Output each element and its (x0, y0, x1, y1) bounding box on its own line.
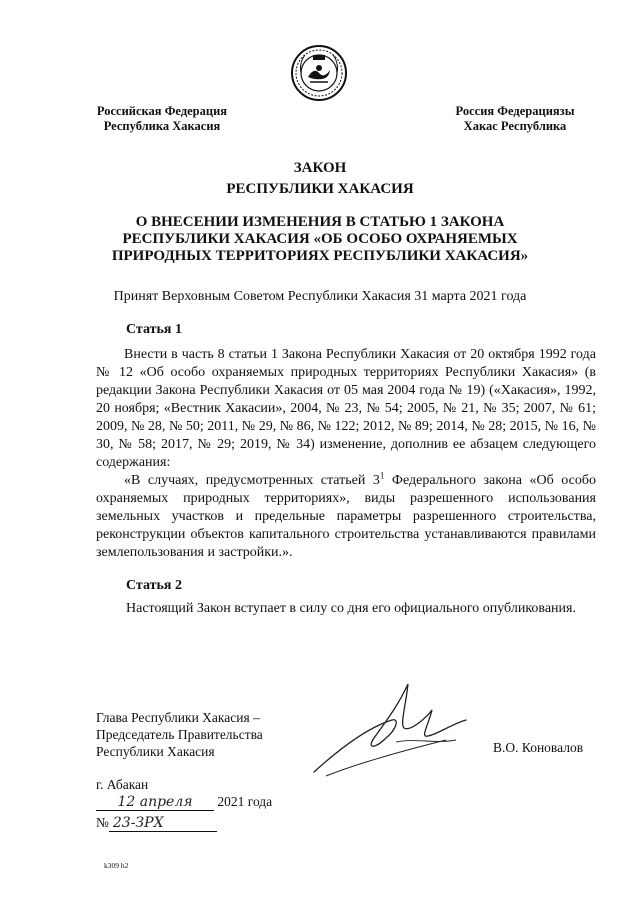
handwritten-signature (296, 680, 486, 790)
subject-line-3: ПРИРОДНЫХ ТЕРРИТОРИЯХ РЕСПУБЛИКИ ХАКАСИЯ» (111, 248, 529, 264)
article-1-paragraph: Внести в часть 8 статьи 1 Закона Республики Хакасия от 20 октября 1992 года № 12 «Об особо охраняемых природных территориях Республики Хакасия» (в редакции Закона Республики Хакасия от 05 мая 2004 года № 19) («Хакасия», 1992, 20 ноября; «Вестник Хакасии», 2004, № 23, № 54; 2005, № 21, № 35; 2007, № 61; 2009, № 28, № 50; 2011, № 29, № 86, № 122; 2012, № 89; 2014, № 28; 2015, № 16, № 30, № 58; 2017, № 29; 2019, № 34) изменение, дополнив ее абзацем следующего содержания: (96, 347, 596, 470)
title-law: ЗАКОН (293, 160, 347, 176)
date-year: 2021 года (217, 794, 273, 809)
article-2-heading: Статья 2 (126, 578, 182, 593)
header-right (440, 104, 590, 134)
subject-line-2: РЕСПУБЛИКИ ХАКАСИЯ «ОБ ОСОБО ОХРАНЯЕМЫХ (122, 231, 518, 247)
number-prefix: № (96, 815, 109, 830)
city: г. Абакан (96, 777, 149, 792)
title-republic: РЕСПУБЛИКИ ХАКАСИЯ (226, 181, 414, 197)
law-number (96, 815, 217, 832)
signatory-position (96, 709, 263, 760)
document-subject (80, 214, 560, 265)
coat-of-arms-icon (290, 44, 348, 102)
position-line-2: Председатель Правительства (96, 727, 263, 742)
article-2-paragraph: Настоящий Закон вступает в силу со дня его официального опубликования. (126, 601, 576, 616)
quote-before: «В случаях, предусмотренных статьей 3 (124, 473, 380, 488)
header-left-line2: Республика Хакасия (103, 119, 221, 133)
quote-after: Федерального закона «Об особо охраняемых природных территориях», виды разрешенного использования земельных участков и предельные параметры разрешенного строительства, реконструкции объектов капитального строительства устанавливаются правилами землепользования и застройки.». (96, 473, 596, 560)
position-line-3: Республики Хакасия (96, 744, 215, 759)
position-line-1: Глава Республики Хакасия – (96, 710, 260, 725)
signing-date (96, 794, 272, 811)
date-handwritten: 12 апреля (96, 794, 214, 811)
quote-superscript: 1 (379, 470, 385, 481)
header-left-line1: Российская Федерация (96, 104, 228, 118)
header-left (92, 104, 232, 134)
number-handwritten: 23-ЗРХ (109, 815, 217, 832)
article-1-quote (96, 472, 596, 562)
header-right-line1: Россия Федерациязы (455, 104, 575, 118)
signatory-name: В.О. Коновалов (493, 740, 584, 755)
subject-line-1: О ВНЕСЕНИИ ИЗМЕНЕНИЯ В СТАТЬЮ 1 ЗАКОНА (135, 214, 505, 230)
adoption-note: Принят Верховным Советом Республики Хакасия 31 марта 2021 года (113, 289, 527, 304)
header-right-line2: Хакас Республика (463, 119, 567, 133)
document-code: k309 h2 (104, 861, 129, 870)
document-title (80, 160, 560, 198)
article-1-heading: Статья 1 (126, 322, 182, 337)
